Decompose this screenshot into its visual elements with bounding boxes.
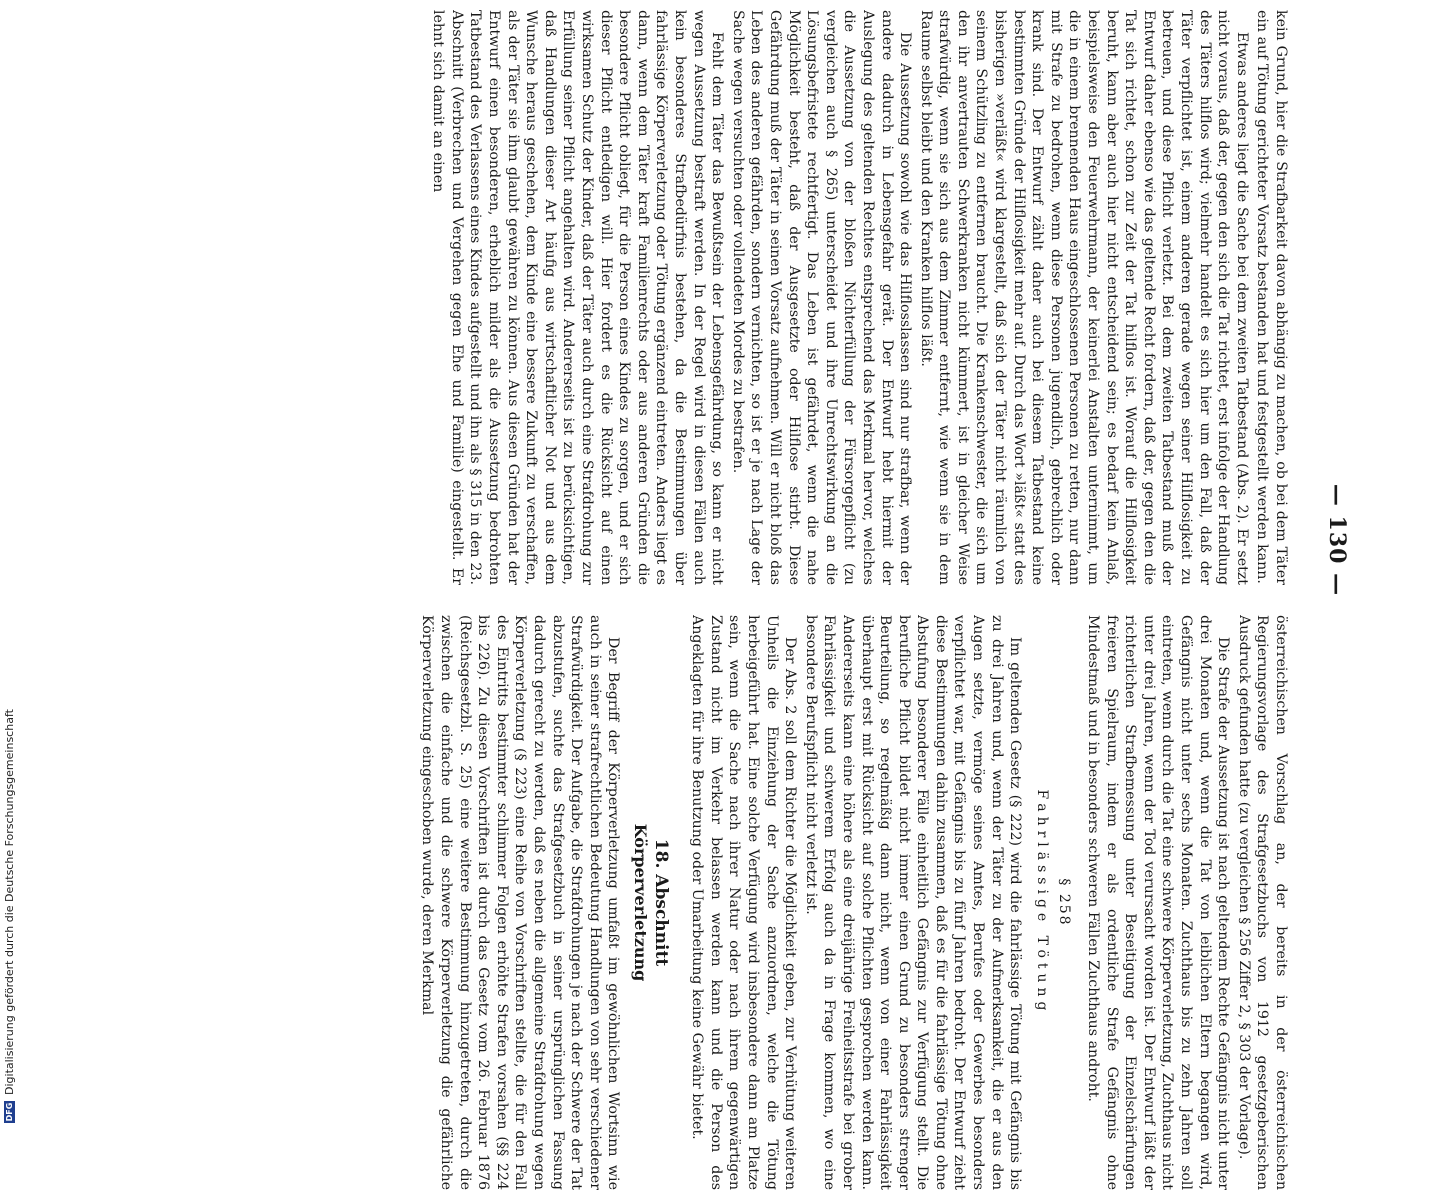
funding-text: Digitalisierung gefördert durch die Deutsche Forschungsgemeinschaft xyxy=(2,709,16,1095)
paragraph: Der Begriff der Körperverletzung umfaßt im gewöhnlichen Wortsinn wie auch in seiner strafrechtlichen Bedeutung Handlungen von sehr verschiedener Strafwürdigkeit. Der Aufgabe, die Strafdrohungen je nach der Schwere der Tat abzustufen, suchte das Strafgesetzbuch in seiner ursprünglichen Fassung dadurch gerecht zu werden, daß es neben die allgemeine Strafdrohung wegen Körperverletzung (§ 223) eine Reihe von Vorschriften stellte, die für den Fall des Eintritts bestimmter schlimmer Folgen erhöhte Strafen vorsahen (§§ 224 bis 226). Zu diesen Vorschriften ist durch das Gesetz vom 26. Februar 1876 (Reichsgesetzbl. S. 25) eine weitere Bestimmung hinzugetreten, durch die zwischen die einfache und die schwere Körperverletzung die gefährliche Körperverletzung eingeschoben wurde, deren Merkmal xyxy=(419,615,622,1190)
paragraph: Im geltenden Gesetz (§ 222) wird die fahrlässige Tötung mit Gefängnis bis zu drei Jahren und, wenn der Täter zu der Aufmerksamkeit, die er aus den Augen setzte, vermöge seines Amtes, Berufes oder Gewerbes besonders verpflichtet war, mit Gefängnis bis zu fünf Jahren bedroht. Der Entwurf zieht diese Bestimmungen dahin zusammen, daß es für die fahrlässige Tötung ohne Abstufung besonderer Fälle einheitlich Gefängnis zur Verfügung stellt. Die berufliche Pflicht bildet nicht immer einen Grund zu besonders strenger Beurteilung, so regelmäßig dann nicht, wenn von einer Fahrlässigkeit überhaupt erst mit Rücksicht auf solche Pflichten gesprochen werden kann. Andererseits kann eine höhere als eine dreijährige Freiheitsstrafe bei grober Fahrlässigkeit und schwerem Erfolg auch da in Frage kommen, wo eine besondere Berufspflicht nicht verletzt ist. xyxy=(802,615,1024,1190)
paragraph: Die Aussetzung sowohl wie das Hilflosslassen sind nur strafbar, wenn der andere dadurch in Lebensgefahr gerät. Der Entwurf hebt hiermit der Auslegung des geltenden Rechtes entsprechend das Merkmal hervor, welches die Aussetzung von der bloßen Nichterfüllung der Fürsorgepflicht (zu vergleichen auch § 265) unterscheidet und ihre Unrechtswirkung an die Lösungsbefristete rechtfertigt. Das Leben ist gefährdet, wenn die nahe Möglichkeit besteht, daß der Ausgesetzte oder Hilflose stirbt. Diese Gefährdung muß der Täter in seinen Vorsatz aufnehmen. Will er nicht bloß das Leben des anderen gefährden, sondern vernichten, so ist er je nach Lage der Sache wegen versuchten oder vollendeten Mordes zu bestrafen. xyxy=(729,10,914,585)
paragraph: kein Grund, hier die Strafbarkeit davon abhängig zu machen, ob bei dem Täter ein auf Tötung gerichteter Vorsatz bestanden hat und festgestellt werden kann. xyxy=(1254,10,1289,585)
footer-bar xyxy=(0,0,16,1122)
paragraph: österreichischen Vorschlag an, der bereits in der österreichischen Regierungsvorlage des Strafgesetzbuchs von 1912 gesetzgeberischen Ausdruck gefunden hatte (zu vergleichen § 256 Ziffer 2, § 303 der Vorlage). xyxy=(1235,615,1289,1190)
paragraph: Fehlt dem Täter das Bewußtsein der Lebensgefährdung, so kann er nicht wegen Aussetzung bestraft werden. In der Regel wird in diesen Fällen auch kein besonderes Strafbedürfnis bestehen, da die Bestimmungen über fahrlässige Körperverletzung oder Tötung ergänzend eintreten. Anders liegt es dann, wenn dem Täter kraft Familienrechts oder aus anderen Gründen die besondere Pflicht obliegt, für die Person eines Kindes zu sorgen, und er sich dieser Pflicht entledigen will. Hier fordert es die Rücksicht auf einen wirksamen Schutz der Kinder, daß der Täter auch durch eine Strafdrohung zur Erfüllung seiner Pflicht angehalten wird. Andererseits ist zu berücksichtigen, daß Handlungen dieser Art häufig aus wirtschaftlicher Not und aus dem Wunsche heraus geschehen, dem Kinde eine bessere Zukunft zu verschaffen, als der Täter sie ihm glaubt gewähren zu können. Aus diesen Gründen hat der Entwurf einen besonderen, erheblich milder als die Aussetzung bedrohten Tatbestand des Verlassens eines Kindes aufgestellt und ihn als § 315 in den 23. Abschnitt (Verbrechen und Vergehen gegen Ehe und Familie) eingestellt. Er lehnt sich damit an einen xyxy=(430,10,726,585)
dfg-logo: DFG xyxy=(4,1102,14,1122)
chapter-title: Körperverletzung xyxy=(631,823,650,982)
right-column xyxy=(130,615,1290,1190)
chapter-number: 18. Abschnitt xyxy=(650,838,671,967)
left-column xyxy=(130,10,1290,585)
section-title: Fahrlässige Tötung xyxy=(1033,789,1050,1016)
paragraph: Die Strafe der Aussetzung ist nach geltendem Rechte Gefängnis nicht unter drei Monaten und, wenn die Tat von leiblichen Eltern begangen wird, Gefängnis nicht unter sechs Monaten. Zuchthaus bis zu zehn Jahren soll eintreten, wenn durch die Tat eine schwere Körperverletzung, Zuchthaus nicht unter drei Jahren, wenn der Tod verursacht worden ist. Der Entwurf läßt der richterlichen Strafbemessung unter Beseitigung der Einzelschärfungen freieren Spielraum, indem er als ordentliche Strafe Gefängnis ohne Mindestmaß und in besonders schweren Fällen Zuchthaus androht. xyxy=(1085,615,1232,1190)
funding-footer xyxy=(1,133,17,1123)
rotated-page xyxy=(110,0,1360,1190)
paragraph: Etwas anderes liegt die Sache bei dem zweiten Tatbestand (Abs. 2). Er setzt nicht voraus, daß der, gegen den sich die Tat richtet, erst infolge der Handlung des Täters hilflos wird; vielmehr handelt es sich hier um den Fall, daß der Täter verpflichtet ist, einem anderen gerade wegen seiner Hilflosigkeit zu betreuen, und diese Pflicht verletzt. Bei dem zweiten Tatbestand muß der Entwurf daher ebenso wie das geltende Recht fordern, daß der, gegen den die Tat sich richtet, schon zur Zeit der Tat hilflos ist. Worauf die Hilflosigkeit beruht, kann aber auch hier nicht entscheidend sein; es bedarf kein Anlaß, beispielsweise den Feuerwehrmann, der keinerlei Anstalten unternimmt, um die in einem brennenden Haus eingeschlossenen Personen zu retten, nur dann mit Strafe zu bedrohen, wenn diese Personen jugendlich, gebrechlich oder krank sind. Der Entwurf zählt daher auch bei diesem Tatbestand keine bestimmten Gründe der Hilflosigkeit mehr auf. Durch das Wort »läßt« statt des bisherigen »verläßt« wird klargestellt, daß sich der Täter nicht räumlich von seinem Schützling zu entfernen braucht. Die Krankenschwester, die sich um den ihr anvertrauten Schwerkranken nicht kümmert, ist in gleicher Weise strafwürdig, wenn sie sich aus dem Zimmer entfernt, wie wenn sie in dem Raume selbst bleibt und den Kranken hilflos läßt. xyxy=(917,10,1250,585)
section-number: § 258 xyxy=(1056,878,1073,927)
paragraph: Der Abs. 2 soll dem Richter die Möglichkeit geben, zur Verhütung weiteren Unheils die Einziehung der Sache anzuordnen, welche die Tötung herbeigeführt hat. Eine solche Verfügung wird insbesondere dann am Platze sein, wenn die Sache nach ihrer Natur oder nach ihrem gegenwärtigen Zustand nicht im Verkehr belassen werden kann und die Person des Angeklagten für ihre Benutzung oder Umarbeitung keine Gewähr bietet. xyxy=(689,615,799,1190)
page-number: — 130 — xyxy=(1324,483,1350,597)
